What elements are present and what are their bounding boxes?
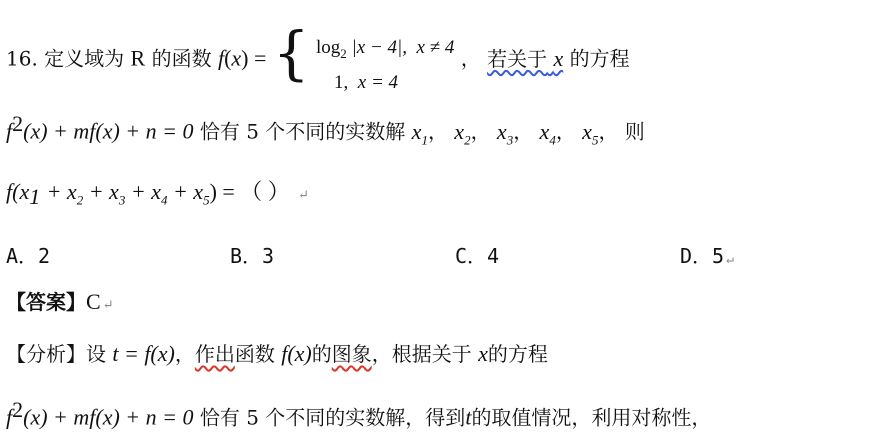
choice-c[interactable]: C．4: [455, 244, 500, 268]
root-1: $x_1$: [411, 118, 428, 148]
analysis-tuxiang: 图象: [331, 342, 372, 366]
analysis-fx: f(x): [281, 341, 312, 366]
paragraph-mark-icon: ↵: [298, 188, 310, 203]
func-name: f: [217, 45, 225, 71]
piecewise-definition: [272, 19, 455, 98]
root-4: $x_4$: [539, 118, 556, 148]
final-line: $f^2(x) + mf(x) + n = 0$ 恰有 5 个不同的实数解，得到t的取值情况，利用对称性，: [6, 397, 712, 430]
case-1: $\log_2 |x - 4|$, x ≠ 4: [316, 36, 455, 61]
answer-value: C: [86, 289, 101, 314]
eq-body: (x) + mf(x) + n = 0: [23, 118, 194, 144]
case-2: 1, x = 4: [334, 72, 399, 94]
eq-text: 恰有 5 个不同的实数解: [199, 119, 406, 144]
final-rest: 的取值情况，利用对称性，: [471, 405, 712, 430]
question-line-3: $f(x_1 + x_2 + x_3 + x_4 + x_5)$ = （ ） ↵: [6, 179, 310, 209]
paragraph-mark-icon: ↵: [726, 252, 734, 267]
analysis-zuochu: 作出: [194, 342, 235, 366]
domain-r: R: [130, 45, 146, 71]
final-text: 恰有 5 个不同的实数解，得到: [199, 405, 466, 430]
choice-a[interactable]: A．2: [6, 244, 51, 268]
answer-line: [6, 288, 114, 320]
question-line-2: $f^2(x) + mf(x) + n = 0$ 恰有 5 个不同的实数解 $x_1$， $x_2$， $x_3$， $x_4$， $x_5$， 则: [6, 111, 645, 148]
question-intro: 定义域为: [44, 46, 125, 71]
ze-text: 则: [624, 119, 645, 144]
analysis-x: x: [478, 341, 488, 366]
choice-d[interactable]: D．5 ↵: [680, 244, 734, 268]
root-3: $x_3$: [496, 118, 514, 148]
equation-text: 的方程: [569, 46, 630, 71]
eq-f: f: [6, 118, 13, 144]
left-brace: {: [272, 19, 310, 87]
analysis-line: 【分析】设 t = f(x)，作出函数 f(x)的图象，根据关于 x的方程: [6, 341, 548, 366]
sum-tail: ) = （ ）: [209, 179, 290, 204]
func-arg: (x) =: [224, 45, 267, 71]
root-5: $x_5$: [582, 118, 599, 148]
final-t: t: [465, 404, 472, 430]
root-2: $x_2$: [454, 118, 471, 148]
ruoguanyu-text: 若关于 x: [487, 45, 564, 71]
cases-block: [316, 33, 454, 99]
paragraph-mark-icon: ↵: [102, 298, 114, 313]
question-number: 16.: [6, 46, 38, 71]
sum-f: f(x: [6, 179, 30, 204]
choice-b[interactable]: B．3: [230, 244, 275, 268]
question-func-def: 的函数: [151, 46, 212, 71]
answer-label: 【答案】: [6, 290, 86, 314]
analysis-t: t = f(x): [112, 341, 175, 366]
analysis-label: 【分析】: [6, 342, 86, 366]
final-f: f: [6, 404, 13, 430]
comma: ，: [460, 46, 481, 71]
question-line-1: [6, 19, 630, 98]
eq-sup: 2: [12, 111, 24, 136]
